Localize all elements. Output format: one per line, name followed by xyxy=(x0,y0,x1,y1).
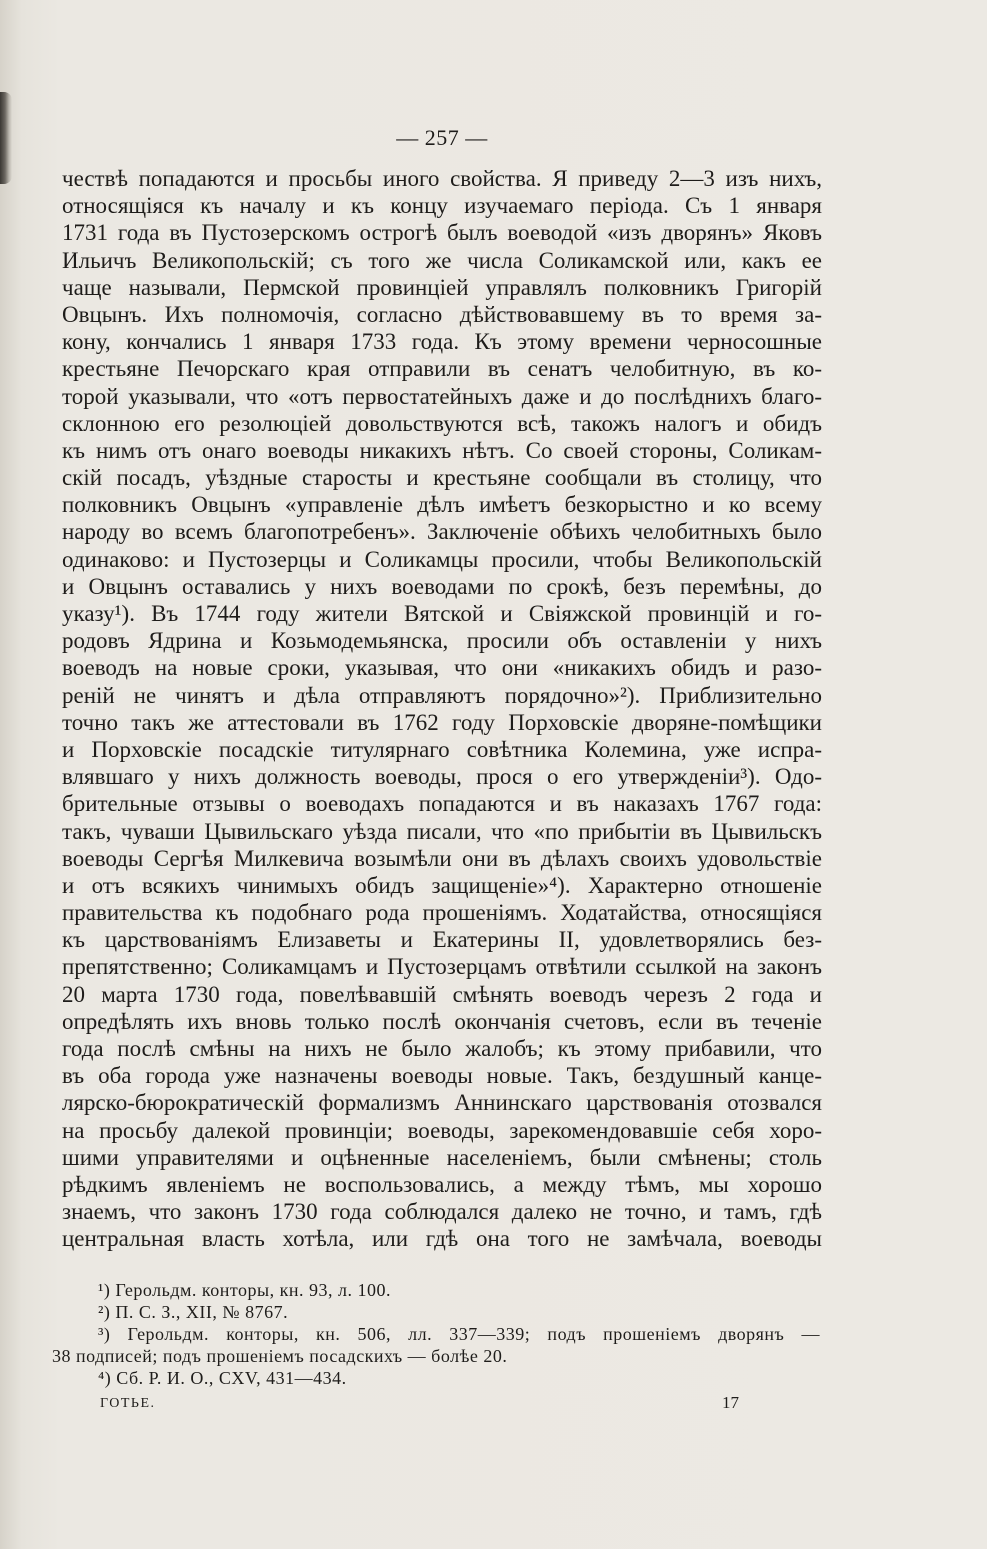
footnote-3: ³) Герольдм. конторы, кн. 506, лл. 337—339; подъ прошеніемъ дворянъ — xyxy=(98,1324,820,1344)
footnotes xyxy=(52,1279,820,1389)
body-text-line: кону, кончались 1 января 1733 года. Къ этому времени черносошные xyxy=(62,329,822,355)
body-text-line: и Порховскіе посадскіе титулярнаго совѣтника Колемина, уже испра- xyxy=(62,736,822,762)
body-text-line: правительства къ подобнаго рода прошеніямъ. Ходатайства, относящіяся xyxy=(62,900,822,926)
body-text-line: воеводы Сергѣя Милкевича возымѣли они въ дѣлахъ своихъ удовольствіе xyxy=(62,845,822,871)
body-text-line: торой указывали, что «отъ первостатейныхъ даже и до послѣднихъ благо- xyxy=(62,383,822,409)
footnote-2: ²) П. С. З., XII, № 8767. xyxy=(98,1302,289,1322)
body-text-line: и Овцынъ оставались у нихъ воеводами по срокѣ, безъ перемѣны, до xyxy=(62,573,822,599)
body-text-line: Ильичъ Великопольскій; съ того же числа Соликамской или, какъ ее xyxy=(62,247,822,273)
body-text-line: скій посадъ, уѣздные старосты и крестьяне сообщали въ столицу, что xyxy=(62,465,822,491)
body-text-line: реній не чинятъ и дѣла отправляютъ порядочно»²). Приблизительно xyxy=(62,682,822,708)
body-text-line: къ царствованіямъ Елизаветы и Екатерины II, удовлетворялись без- xyxy=(62,927,822,953)
body-text-line: на просьбу далекой провинціи; воеводы, зарекомендовавшіе себя хоро- xyxy=(62,1117,822,1143)
body-text-line: знаемъ, что законъ 1730 года соблюдался далеко не точно, и тамъ, гдѣ xyxy=(62,1199,822,1225)
body-text-line: чаще называли, Пермской провинціей управлялъ полковникъ Григорій xyxy=(62,274,822,300)
signature-sheet-number: 17 xyxy=(722,1393,739,1412)
body-text-line: чествѣ попадаются и просьбы иного свойства. Я приведу 2—3 изъ нихъ, xyxy=(62,166,822,191)
footnote-3-continuation: 38 подписей; подъ прошеніемъ посадскихъ — болѣе 20. xyxy=(52,1346,508,1366)
body-text-line: народу во всемъ благопотребенъ». Заключеніе обѣихъ челобитныхъ было xyxy=(62,519,822,545)
body-text-line: лярско-бюрократическій формализмъ Аннинскаго царствованія отозвался xyxy=(62,1090,822,1116)
body-text-line: указу¹). Въ 1744 году жители Вятской и Свіяжской провинцій и го- xyxy=(62,601,822,626)
binding-shadow xyxy=(0,92,12,184)
body-text-line: 20 марта 1730 года, повелѣвавшій смѣнять воеводъ черезъ 2 года и xyxy=(62,981,822,1007)
body-text-line: воеводъ на новые сроки, указывая, что они «никакихъ обидъ и разо- xyxy=(62,655,822,681)
body-text-line: полковникъ Овцынъ «управленіе дѣлъ имѣетъ безкорыстно и ко всему xyxy=(62,492,822,518)
body-text-line: Овцынъ. Ихъ полномочія, согласно дѣйствовавшему въ то время за- xyxy=(62,301,822,327)
body-text-line: препятственно; Соликамцамъ и Пустозерцамъ отвѣтили ссылкой на законъ xyxy=(62,954,822,980)
body-text-line: и отъ всякихъ чинимыхъ обидъ защищеніе»⁴). Характерно отношеніе xyxy=(62,872,822,898)
footnote-4: ⁴) Сб. Р. И. О., CXV, 431—434. xyxy=(98,1368,347,1388)
body-text-line: родовъ Ядрина и Козьмодемьянска, просили объ оставленіи у нихъ xyxy=(62,628,822,654)
body-text-line: крестьяне Печорскаго края отправили въ сенатъ челобитную, въ ко- xyxy=(62,356,822,382)
body-text-line: относящіяся къ началу и къ концу изучаемаго періода. Съ 1 января xyxy=(62,193,822,219)
body-text-line: такъ, чуваши Цывильскаго уѣзда писали, что «по прибытіи въ Цывильскъ xyxy=(62,818,822,844)
body-text-line: шими управителями и оцѣненные населеніемъ, были смѣнены; столь xyxy=(62,1144,822,1170)
body-text-line: брительные отзывы о воеводахъ попадаются и въ наказахъ 1767 года: xyxy=(62,791,822,817)
body-text-line: влявшаго у нихъ должность воеводы, прося о его утвержденіи³). Одо- xyxy=(62,764,822,790)
footnote-1: ¹) Герольдм. конторы, кн. 93, л. 100. xyxy=(98,1280,391,1300)
body-text-line: опредѣлять ихъ вновь только послѣ окончанія счетовъ, если въ теченіе xyxy=(62,1008,822,1034)
page-number: — 257 — xyxy=(396,125,488,150)
body-text-line: центральная власть хотѣла, или гдѣ она того не замѣчала, воеводы xyxy=(62,1226,822,1252)
body-text-line: одинаково: и Пустозерцы и Соликамцы просили, чтобы Великопольскій xyxy=(62,546,822,572)
body-text-line: года послѣ смѣны на нихъ не было жалобъ; къ этому прибавили, что xyxy=(62,1036,822,1061)
body-text-line: въ оба города уже назначены воеводы новые. Такъ, бездушный канце- xyxy=(62,1063,822,1089)
body-text-line: къ нимъ отъ онаго воеводы никакихъ нѣтъ. Со своей стороны, Соликам- xyxy=(62,437,822,463)
main-text xyxy=(62,165,822,1253)
body-text-line: точно такъ же аттестовали въ 1762 году Порховскіе дворяне-помѣщики xyxy=(62,709,822,735)
signature-author: ГОТЬЕ. xyxy=(100,1396,156,1411)
body-text-line: склонною его резолюціей довольствуются всѣ, такожъ налогъ и обидъ xyxy=(62,410,822,436)
body-text-line: 1731 года въ Пустозерскомъ острогѣ былъ воеводой «изъ дворянъ» Яковъ xyxy=(62,220,822,246)
body-text-line: рѣдкимъ явленіемъ не воспользовались, а между тѣмъ, мы хорошо xyxy=(62,1171,822,1197)
